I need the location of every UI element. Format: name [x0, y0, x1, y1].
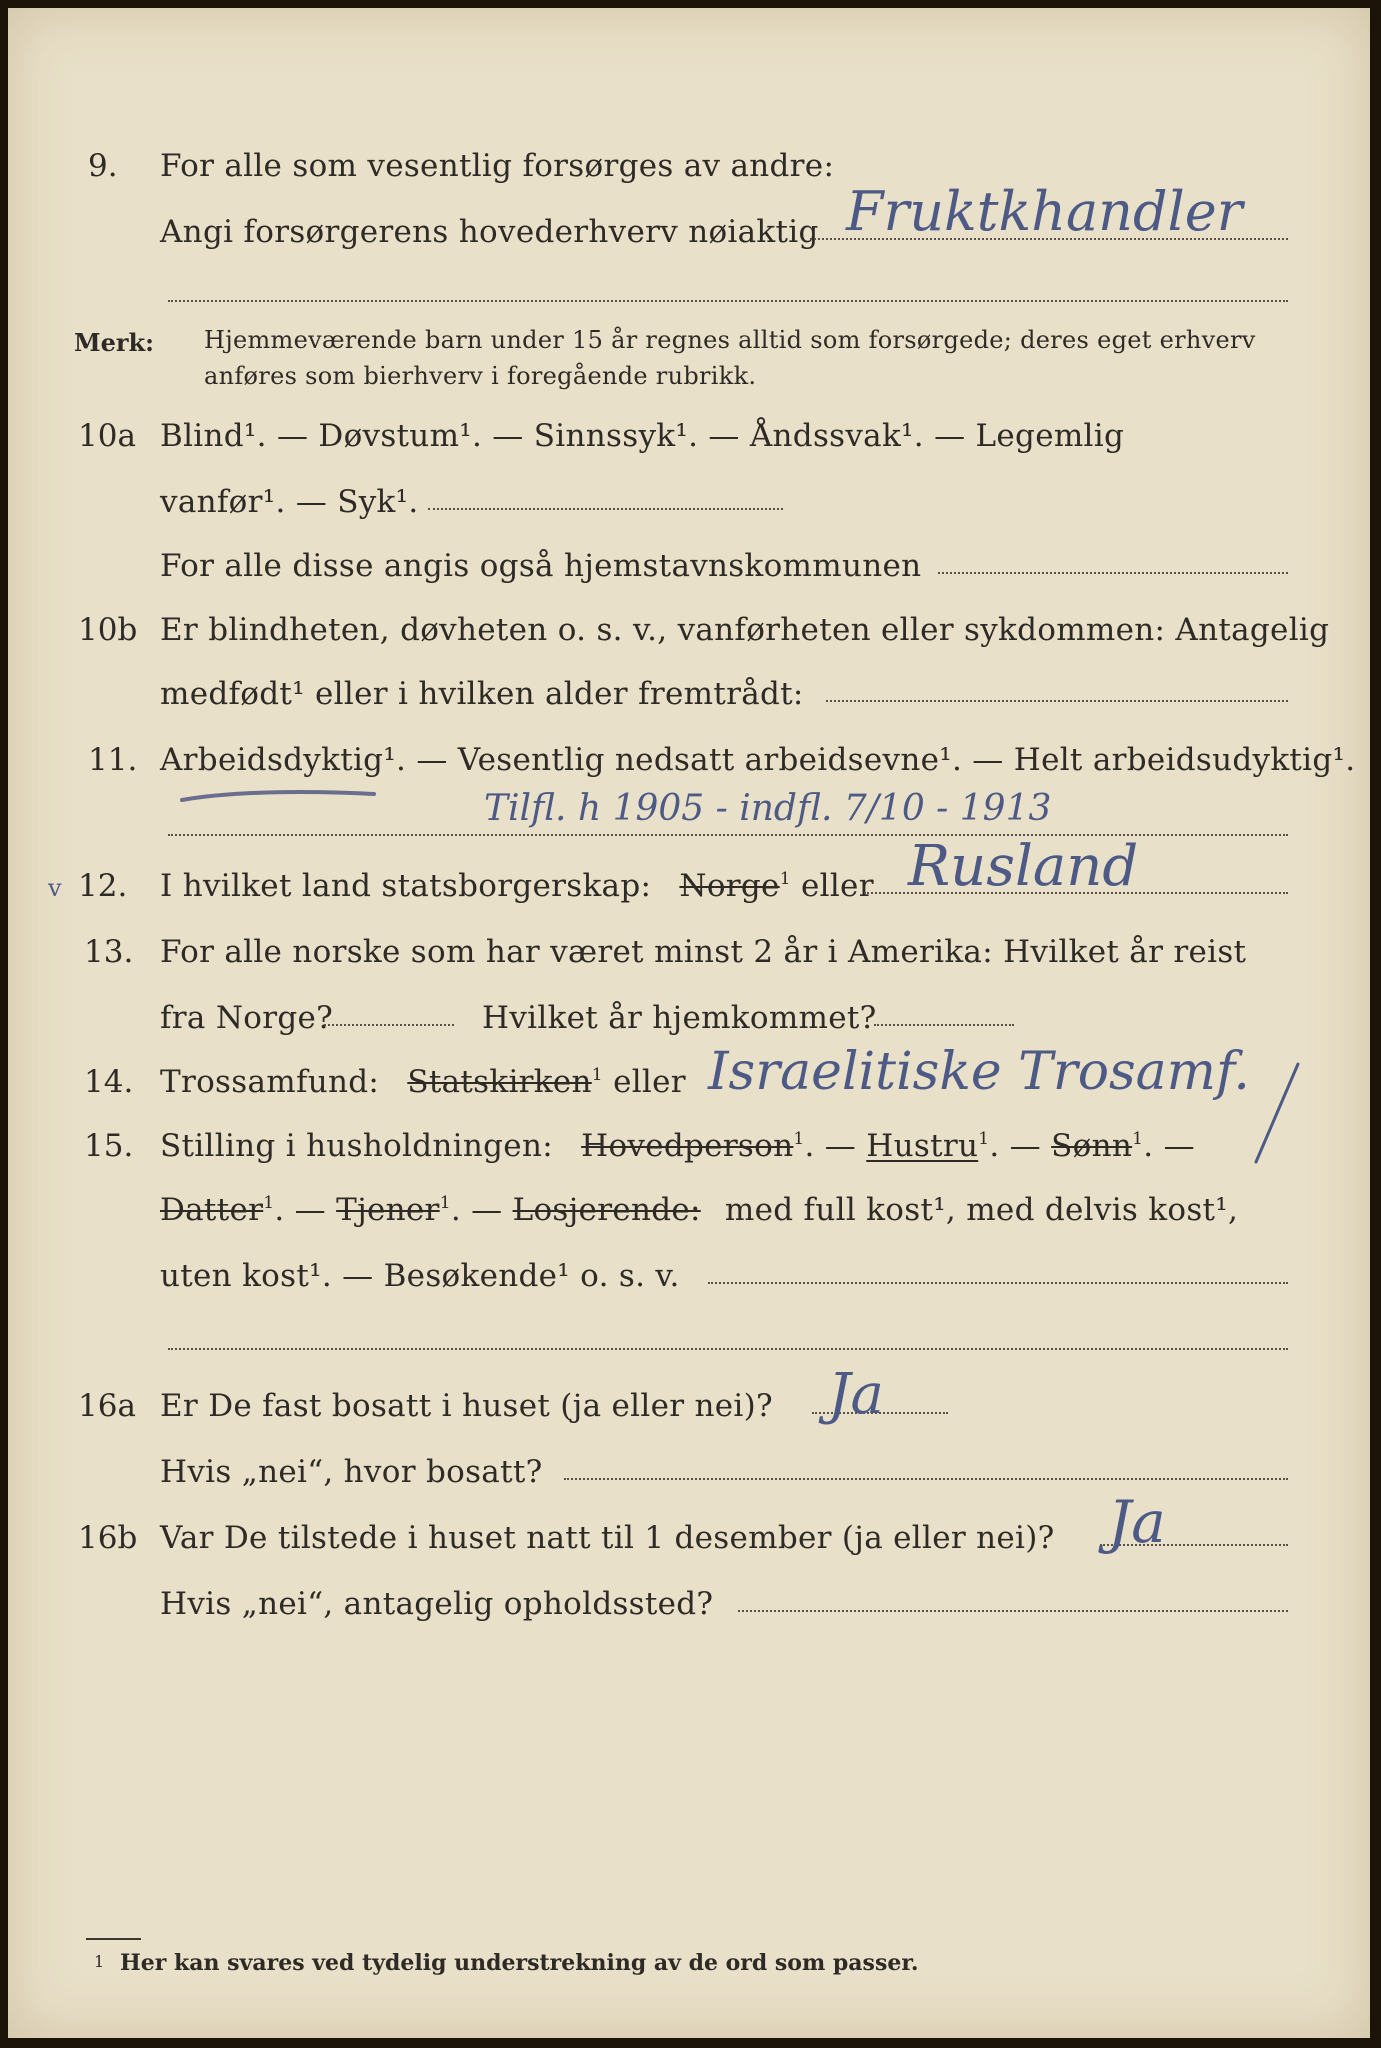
- q16b-answer-handwriting: Ja: [1108, 1488, 1166, 1556]
- q14-answer-handwriting: Israelitiske Trosamf.: [708, 1042, 1250, 1102]
- q9-extra-line: [168, 300, 1288, 302]
- q15-option-losjerende: Losjerende:: [512, 1192, 701, 1228]
- q15-line1: Stilling i husholdningen: Hovedperson$^1$. — Hustru$^1$. — Sønn$^1$. —: [160, 1128, 1195, 1164]
- q10a-number: 10a: [78, 418, 136, 454]
- footnote-text: Her kan svares ved tydelig understrekning av de ord som passer.: [120, 1950, 919, 1976]
- q10b-answer-line: [826, 700, 1288, 702]
- q10b-line1: Er blindheten, døvheten o. s. v., vanførheten eller sykdommen: Antagelig: [160, 612, 1330, 648]
- q15-extra-line: [168, 1348, 1288, 1350]
- q15-option-hovedperson: Hovedperson: [581, 1128, 794, 1164]
- q16b-line1: Var De tilstede i huset natt til 1 desember (ja eller nei)?: [160, 1520, 1055, 1556]
- q13-number: 13.: [84, 934, 134, 970]
- q14-option-statskirken: Statskirken: [407, 1064, 592, 1100]
- q13-reist-line: [324, 1024, 454, 1026]
- note-line1: Hjemmeværende barn under 15 år regnes alltid som forsørgede; deres eget erhverv: [204, 326, 1256, 354]
- footnote-rule: [86, 1938, 141, 1940]
- q15-option-datter: Datter: [160, 1192, 264, 1228]
- q12-line: I hvilket land statsborgerskap: Norge$^1$ eller: [160, 868, 874, 904]
- q13-line2a: fra Norge?: [160, 1000, 334, 1036]
- q15-option-sonn: Sønn: [1051, 1128, 1133, 1164]
- q16b-line2: Hvis „nei“, antagelig opholdssted?: [160, 1586, 714, 1622]
- q9-line2: Angi forsørgerens hovederhverv nøiaktig: [160, 214, 819, 250]
- q16b-number: 16b: [78, 1520, 138, 1556]
- q12-prefix: I hvilket land statsborgerskap:: [160, 868, 652, 904]
- q11-underline-mark: [178, 784, 378, 808]
- q12-suffix: eller: [800, 868, 874, 904]
- q13-line1: For alle norske som har været minst 2 år i Amerika: Hvilket år reist: [160, 934, 1247, 970]
- note-label: Merk:: [74, 328, 154, 357]
- q15-option-hustru: Hustru: [866, 1128, 979, 1164]
- q15-line2-rest: med full kost¹, med delvis kost¹,: [724, 1192, 1239, 1228]
- q14-pen-stroke: [1248, 1058, 1308, 1168]
- q12-check-mark: v: [48, 874, 62, 902]
- q9-answer-handwriting: Fruktkhandler: [846, 180, 1243, 243]
- q12-option-norge: Norge: [679, 868, 780, 904]
- q14-suffix: eller: [613, 1064, 686, 1100]
- q13-line2b: Hvilket år hjemkommet?: [482, 1000, 877, 1036]
- census-form-page: [8, 8, 1370, 2038]
- q10a-line2: vanfør¹. — Syk¹.: [160, 484, 419, 520]
- q15-line3: uten kost¹. — Besøkende¹ o. s. v.: [160, 1258, 680, 1294]
- q11-line1: Arbeidsdyktig¹. — Vesentlig nedsatt arbeidsevne¹. — Helt arbeidsudyktig¹.: [160, 742, 1356, 778]
- q16a-number: 16a: [78, 1388, 136, 1424]
- q10b-number: 10b: [78, 612, 138, 648]
- q15-prefix: Stilling i husholdningen:: [160, 1128, 553, 1164]
- q13-hjemkommet-line: [874, 1024, 1014, 1026]
- q9-line1: For alle som vesentlig forsørges av andre:: [160, 148, 835, 184]
- q15-option-tjener: Tjener: [336, 1192, 440, 1228]
- q16b-opholdssted-line: [738, 1610, 1288, 1612]
- q14-line: Trossamfund: Statskirken$^1$ eller: [160, 1064, 686, 1100]
- q9-number: 9.: [88, 148, 118, 184]
- q16a-answer-handwriting: Ja: [828, 1362, 884, 1427]
- q10b-line2: medfødt¹ eller i hvilken alder fremtrådt:: [160, 676, 804, 712]
- q10a-line3: For alle disse angis også hjemstavnskommunen: [160, 548, 922, 584]
- q11-number: 11.: [88, 742, 138, 778]
- q10a-line1: Blind¹. — Døvstum¹. — Sinnssyk¹. — Åndssvak¹. — Legemlig: [160, 418, 1125, 454]
- q15-answer-line: [708, 1282, 1288, 1284]
- q15-line2: Datter$^1$. — Tjener$^1$. — Losjerende: med full kost¹, med delvis kost¹,: [160, 1192, 1239, 1228]
- q10a-kommune-line: [938, 572, 1288, 574]
- q14-prefix: Trossamfund:: [160, 1064, 380, 1100]
- q10a-answer-line: [428, 508, 783, 510]
- q15-number: 15.: [84, 1128, 134, 1164]
- q16a-line2: Hvis „nei“, hvor bosatt?: [160, 1454, 543, 1490]
- q11-answer-handwriting: Tilfl. h 1905 - indfl. 7/10 - 1913: [484, 788, 1052, 829]
- q14-number: 14.: [84, 1064, 134, 1100]
- note-line2: anføres som bierhverv i foregående rubrikk.: [204, 362, 757, 390]
- q16a-line1: Er De fast bosatt i huset (ja eller nei)?: [160, 1388, 773, 1424]
- footnote-marker: 1: [94, 1952, 105, 1971]
- q12-number: 12.: [78, 868, 128, 904]
- q12-answer-handwriting: Rusland: [908, 834, 1139, 899]
- q16a-bosatt-line: [564, 1478, 1288, 1480]
